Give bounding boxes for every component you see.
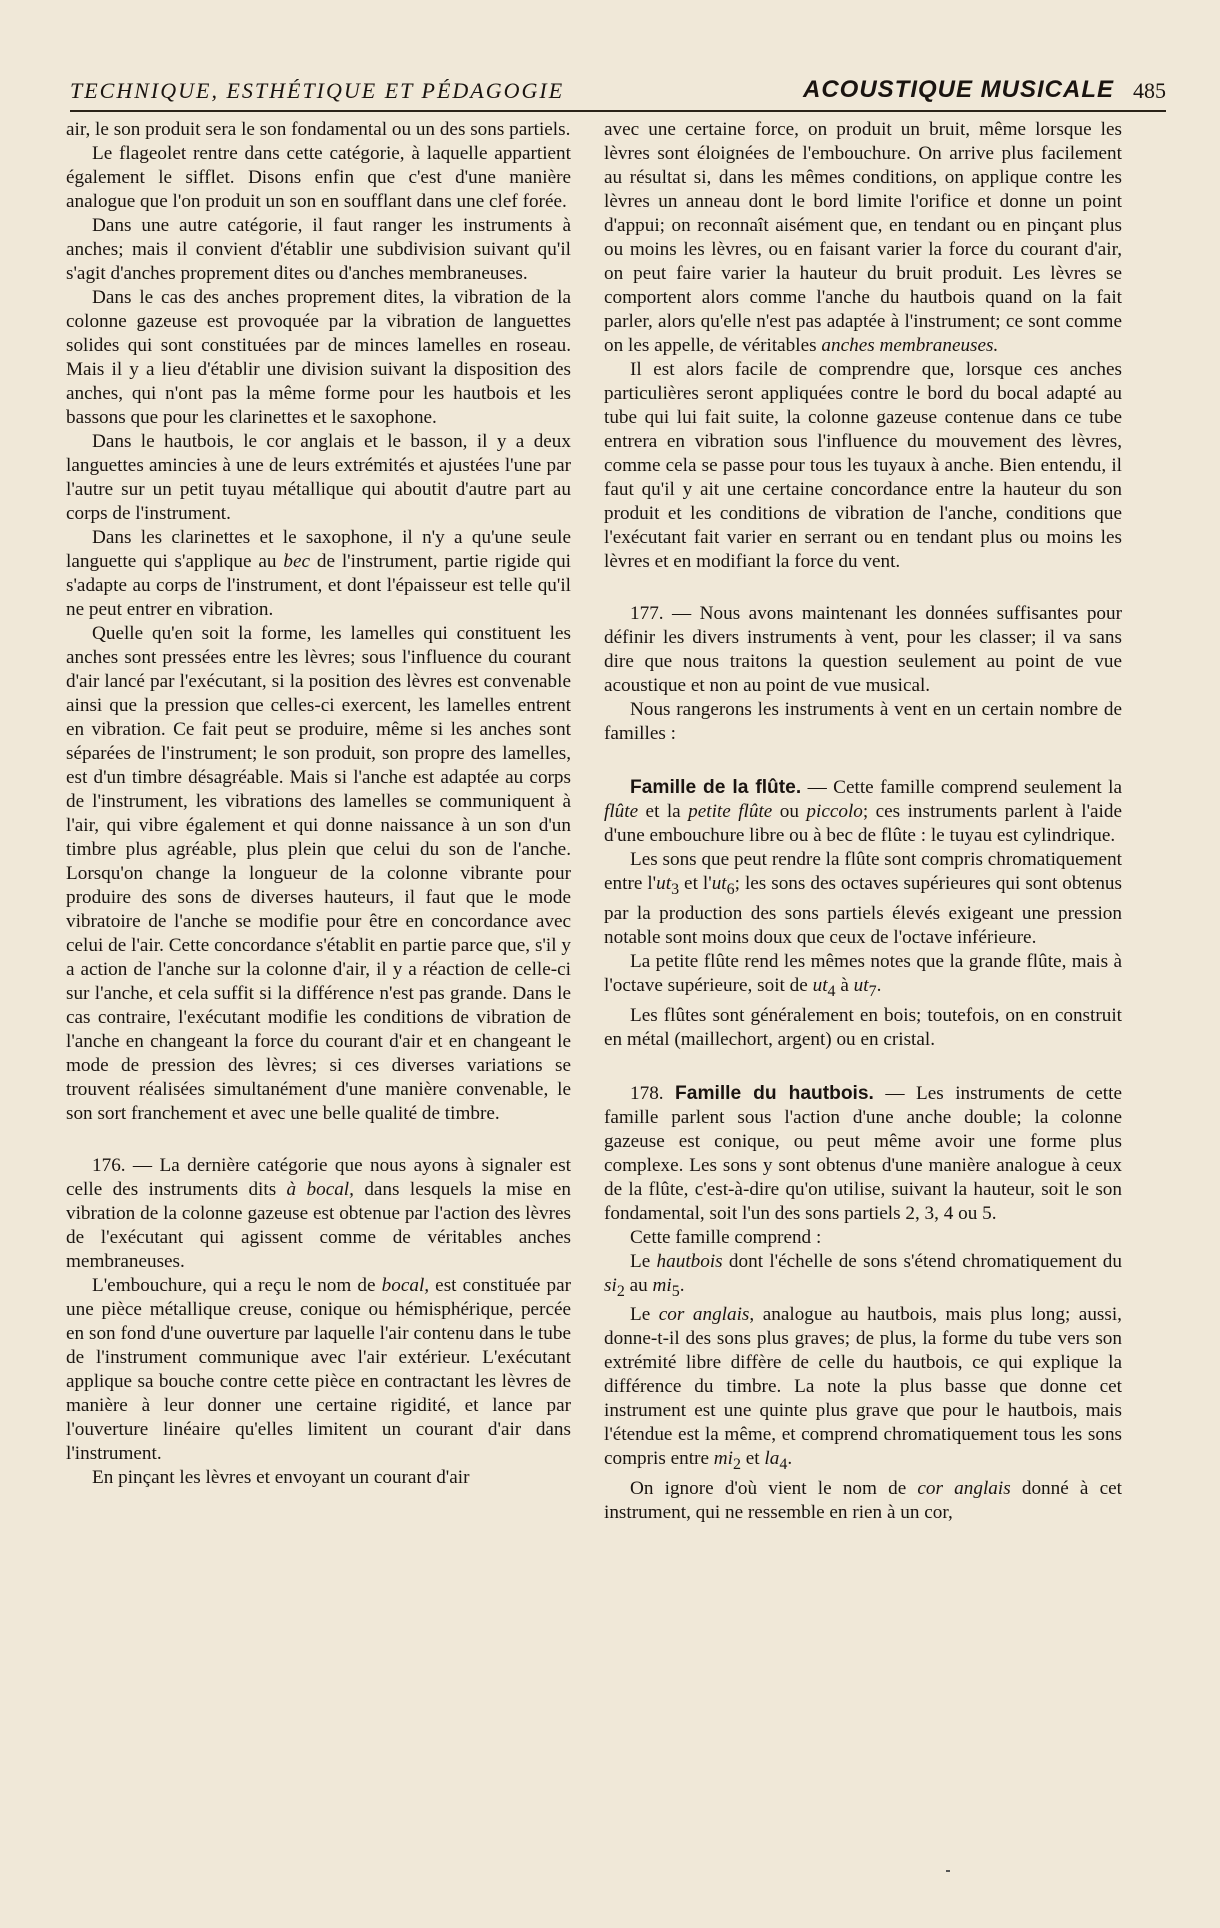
- text-run: et: [740, 1448, 765, 1470]
- paragraph: Il est alors facile de comprendre que, lorsque ces anches particulières seront appliquées contre le bord du bocal adapté au tube qui lui fait suite, la colonne gazeuse contenue dans ce tube entrera en vibration sous l'influence du mouvement des lèvres, comme cela se passe pour tous les tuyaux à anche. Bien entendu, il faut qu'il y ait une certaine concordance entre la hauteur du son produit et les conditions de vibration de l'anche, conditions que l'exécutant fait varier en serrant ou en tendant plus ou moins les lèvres et en modifiant la force du vent.: [604, 359, 1122, 572]
- famille-hautbois: [604, 1082, 1122, 1226]
- header-left-title: TECHNIQUE, ESTHÉTIQUE ET PÉDAGOGIE: [70, 78, 565, 103]
- paragraph: [604, 1303, 1122, 1477]
- left-column: [66, 118, 571, 1490]
- note-name: ut: [812, 974, 828, 996]
- text-run: .: [679, 1274, 685, 1296]
- paragraph: Dans le cas des anches proprement dites, la vibration de la colonne gazeuse est provoquée par la vibration de languettes solides qui sont constituées par de minces lamelles en roseau. Mais il y a lieu d'établir une division suivant la disposition des anches, qui n'ont pas la même forme pour les hautbois et les bassons que pour les clarinettes et le saxophone.: [66, 287, 571, 428]
- italic-term: à bocal,: [286, 1179, 354, 1200]
- note-octave: 7: [868, 982, 877, 1000]
- italic-term: bec: [283, 551, 311, 572]
- paragraph: Nous rangerons les instruments à vent en un certain nombre de familles :: [604, 699, 1122, 744]
- section-177: 177. — Nous avons maintenant les données suffisantes pour définir les divers instruments à vent, pour les classer; il va sans dire que nous traitons la question seulement au point de vue acoustique et non au point de vue musical.: [604, 603, 1122, 696]
- paragraph: Dans le hautbois, le cor anglais et le basson, il y a deux languettes amincies à une de leurs extrémités et ajustées l'une par l'autre sur un petit tuyau métallique qui aboutit d'autre part au corps de l'instrument.: [66, 431, 571, 524]
- paragraph: [66, 1274, 571, 1466]
- note-name: si: [604, 1274, 617, 1296]
- paragraph: En pinçant les lèvres et envoyant un courant d'air: [92, 1467, 470, 1488]
- section-title: Famille du hautbois.: [675, 1082, 874, 1104]
- text-run: — Les instruments de cette famille parlent sous l'action d'une anche double; la colonne gazeuse est conique, ou peut même avoir une forme plus complexe. Les sons y sont obtenus d'une manière analogue à ceux de la flûte, c'est-à-dire qu'on utilise, suivant la hauteur, soit le son fondamental, soit l'un des sons partiels 2, 3, 4 ou 5.: [604, 1082, 1122, 1224]
- note-name: la: [764, 1448, 780, 1470]
- note-octave: 2: [732, 1456, 741, 1474]
- paragraph: Les flûtes sont généralement en bois; toutefois, on en construit en métal (maillechort, argent) ou en cristal.: [604, 1004, 1122, 1050]
- text-run: dans lesquels la mise en vibration de la colonne gazeuse est obtenue par l'action des lèvres de l'exécutant qui agissent comme de véritables anches membraneuses.: [66, 1179, 571, 1272]
- page-number: 485: [1133, 78, 1166, 103]
- paragraph: [604, 848, 1122, 950]
- text-run: donné à cet instrument, qui ne ressemble en rien à un cor,: [604, 1478, 1122, 1524]
- page-mark: [946, 1870, 950, 1872]
- text-run: .: [876, 974, 882, 996]
- italic-term: cor anglais: [658, 1304, 750, 1326]
- text-run: La petite flûte rend les mêmes notes que la grande flûte, mais à l'octave supérieure, soit de: [604, 950, 1122, 996]
- paragraph: Quelle qu'en soit la forme, les lamelles qui constituent les anches sont pressées entre les lèvres; sous l'influence du courant d'air lancé par l'exécutant, si la position des lèvres est convenable ainsi que la pression que celles-ci exercent, les lamelles entrent en vibration. Ce fait peut se produire, même si les anches sont séparées de l'instrument; le son produit, son propre des lamelles, est d'un timbre désagréable. Mais si l'anche est adaptée au corps de l'instrument, les vibrations des lamelles se communiquent à l'air, qui vibre également et qui donne naissance à un son d'un timbre plus agréable, plus plein que celui du son de l'anche. Lorsqu'on change la longueur de la colonne vibrante pour produire des sons de diverses hauteurs, il faut que le mode vibratoire de l'anche se modifie pour être en concordance avec celui de l'air. Cette concordance s'établit en partie parce que, s'il y a action de l'anche sur la colonne d'air, il y a réaction de celle-ci sur l'anche, et cela suffit si la différence n'est pas grande. Dans le cas contraire, l'exécutant modifie les conditions de vibration de l'anche en changeant la force du courant d'air et en changeant le mode de pression des lèvres; si ces diverses variations se trouvent réalisées simultanément d'une manière convenable, le son sort franchement et avec une belle qualité de timbre.: [66, 623, 571, 1124]
- text-run: à: [835, 974, 854, 996]
- note-octave: 2: [616, 1282, 625, 1300]
- note-octave: 4: [779, 1456, 788, 1474]
- running-header: [70, 72, 1166, 112]
- text-run: au: [624, 1274, 653, 1296]
- note-name: mi: [652, 1274, 672, 1296]
- paragraph: [604, 1250, 1122, 1304]
- text-run: — Cette famille comprend seulement la: [801, 777, 1122, 798]
- section-176: [66, 1154, 571, 1274]
- paragraph: Dans une autre catégorie, il faut ranger les instruments à anches; mais il convient d'établir une subdivision suivant qu'il s'agit d'anches proprement dites ou d'anches membraneuses.: [66, 215, 571, 284]
- text-run: On ignore d'où vient le nom de: [630, 1478, 918, 1500]
- text-run: et l': [679, 873, 712, 894]
- italic-term: bocal,: [381, 1275, 430, 1296]
- section-number: 178.: [630, 1082, 676, 1104]
- text-run: Les sons que peut rendre la flûte sont compris chromatiquement entre l': [604, 849, 1122, 894]
- right-column: [604, 118, 1122, 1525]
- italic-term: hautbois: [656, 1250, 723, 1272]
- text-run: ; les sons des octaves supérieures qui sont obtenus par la production des sons partiels élevés exigeant une pression notable sont moins doux que ceux de l'octave inférieure.: [604, 873, 1122, 948]
- text-run: L'embouchure, qui a reçu le nom de: [92, 1275, 382, 1296]
- italic-term: petite flûte: [688, 801, 773, 822]
- text-run: dont l'échelle de sons s'étend chromatiquement du: [722, 1250, 1122, 1272]
- italic-term: piccolo: [806, 801, 863, 822]
- paragraph: Le flageolet rentre dans cette catégorie, à laquelle appartient également le sifflet. Disons enfin que c'est d'une manière analogue que l'on produit un son en soufflant dans une clef forée.: [66, 143, 571, 212]
- text-run: avec une certaine force, on produit un bruit, même lorsque les lèvres sont éloignées de l'embouchure. On arrive plus facilement au résultat si, dans les mêmes conditions, on applique contre les lèvres un anneau dont le bord limite l'orifice et donne un point d'appui; on reconnaît aisément que, en tendant ou en pinçant plus ou moins les lèvres, ou en faisant varier la force du courant d'air, on peut faire varier la hauteur du bruit produit. Les lèvres se comportent alors comme l'anche du hautbois quand on la fait parler, alors qu'elle n'est pas adaptée à l'instrument; ce sont comme on les appelle, de véritables: [604, 119, 1122, 356]
- note-name: ut: [853, 974, 869, 996]
- text-run: Dans les clarinettes et le saxophone, il n'y a qu'une seule languette qui s'applique au: [66, 527, 571, 572]
- text-run: ou: [772, 801, 807, 822]
- paragraph: [604, 1477, 1122, 1525]
- text-run: de l'instrument, partie rigide qui s'adapte au corps de l'instrument, et dont l'épaisseur est telle qu'il ne peut entrer en vibration.: [66, 551, 572, 620]
- italic-term: cor anglais: [917, 1478, 1011, 1500]
- note-name: ut: [656, 873, 672, 894]
- text-run: ; ces instruments parlent à l'aide d'une embouchure libre ou à bec de flûte : le tuyau est cylindrique.: [604, 801, 1122, 846]
- text-run: .: [787, 1448, 793, 1470]
- header-rule: [70, 110, 1166, 112]
- header-right-title: ACOUSTIQUE MUSICALE: [802, 76, 1114, 103]
- text-run: 176. — La dernière catégorie que nous ayons à signaler est celle des instruments dits: [66, 1155, 571, 1200]
- paragraph: [604, 950, 1122, 1004]
- section-title: Famille de la flûte.: [630, 777, 802, 798]
- paragraph: [66, 526, 571, 622]
- text-run: Le: [630, 1250, 657, 1272]
- paragraph: Cette famille comprend :: [630, 1226, 822, 1248]
- famille-flute: [604, 776, 1122, 848]
- note-octave: 5: [671, 1282, 680, 1300]
- note-octave: 6: [726, 880, 735, 898]
- text-run: Le: [630, 1304, 659, 1326]
- text-run: et la: [638, 801, 689, 822]
- paragraph: [604, 118, 1122, 358]
- paragraph: air, le son produit sera le son fondamental ou un des sons partiels.: [66, 119, 571, 140]
- note-octave: 4: [827, 982, 836, 1000]
- text-run: est constituée par une pièce métallique creuse, conique ou hémisphérique, percée en son fond d'une ouverture par laquelle l'air contenu dans le tube de l'instrument communique avec l'air extérieur. L'exécutant applique sa bouche contre cette pièce en contractant les lèvres de manière à leur donner une certaine rigidité, et lance par l'ouverture linéaire qu'elles limitent un courant d'air dans l'instrument.: [66, 1275, 571, 1464]
- note-name: mi: [713, 1448, 733, 1470]
- text-run: , analogue au hautbois, mais plus long; aussi, donne-t-il des sons plus graves; de plus, la forme du tube vers son extrémité libre diffère de celle du hautbois, ce qui explique la différence du timbre. La note la plus basse que donne cet instrument est une quinte plus grave que pour le hautbois, mais l'étendue est la même, et comprend chromatiquement tous les sons compris entre: [604, 1304, 1122, 1470]
- note-octave: 3: [671, 880, 680, 898]
- italic-term: anches membraneuses.: [821, 335, 999, 356]
- italic-term: flûte: [604, 801, 639, 822]
- note-name: ut: [711, 873, 727, 894]
